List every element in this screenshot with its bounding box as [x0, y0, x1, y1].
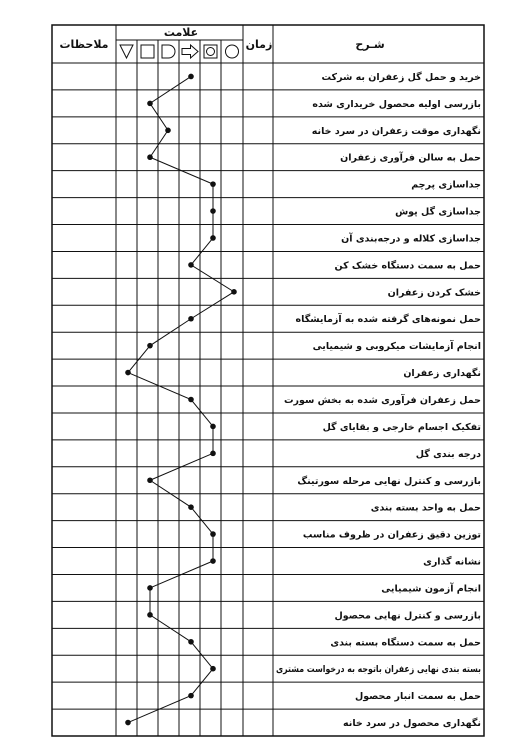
- process-step-text: بازرسی اولیه محصول خریداری شده: [312, 98, 481, 110]
- process-step-text: خرید و حمل گل زعفران به شرکت: [321, 71, 481, 83]
- process-step-text: جداسازی پرچم: [411, 179, 481, 191]
- process-step-text: درجه بندی گل: [415, 448, 481, 460]
- header-symbols: علامت: [163, 26, 199, 39]
- process-step-text: جداسازی گل پوش: [395, 206, 481, 218]
- inverted-triangle-icon: [120, 45, 133, 58]
- process-step-text: حمل به سالن فرآوری زعفران: [340, 152, 481, 164]
- arrow-icon: [182, 45, 198, 58]
- process-step-text: نگهداری زعفران: [403, 368, 481, 380]
- process-step-text: نگهداری موقت زعفران در سرد خانه: [311, 125, 481, 137]
- process-step-text: انجام آزمایشات میکروبی و شیمیایی: [312, 341, 481, 353]
- process-step-text: بازرسی و کنترل نهایی مرحله سورتینگ: [297, 475, 481, 487]
- process-step-text: بازرسی و کنترل نهایی محصول: [334, 610, 481, 622]
- process-step-text: حمل زعفران فرآوری شده به بخش سورت: [284, 395, 481, 406]
- process-step-marker: [188, 74, 194, 80]
- process-step-text: نشانه گذاری: [423, 556, 481, 568]
- circle-icon: [226, 45, 239, 58]
- process-step-text: بسته بندی نهایی زعفران باتوجه به درخواست مشتری: [276, 664, 481, 676]
- d-shape-icon: [162, 45, 175, 58]
- process-step-text: حمل به سمت دستگاه خشک کن: [334, 260, 481, 272]
- header-time: زمان: [245, 38, 273, 51]
- process-step-text: نگهداری محصول در سرد خانه: [342, 718, 481, 730]
- header-description: شـرح: [355, 38, 385, 51]
- process-step-text: خشک کردن زعفران: [387, 287, 481, 299]
- process-flow-line: [128, 76, 234, 722]
- process-step-text: جداسازی کلاله و درجه‌بندی آن: [341, 233, 481, 245]
- process-step-text: تفکیک اجسام خارجی و بقایای گل: [322, 421, 481, 433]
- process-step-text: حمل به واحد بسته بندی: [370, 502, 481, 514]
- process-step-marker: [125, 720, 131, 726]
- square-icon: [141, 45, 154, 58]
- double-square-icon: [204, 45, 217, 58]
- process-step-text: حمل به سمت انبار محصول: [354, 691, 481, 703]
- process-step-text: حمل نمونه‌های گرفته شده به آزمایشگاه: [295, 314, 481, 326]
- process-step-text: حمل به سمت دستگاه بسته بندی: [330, 637, 481, 649]
- header-remarks: ملاحظات: [59, 38, 109, 51]
- process-step-text: توزین دقیق زعفران در ظروف مناسب: [302, 529, 481, 541]
- process-step-text: انجام آزمون شیمیایی: [381, 583, 481, 595]
